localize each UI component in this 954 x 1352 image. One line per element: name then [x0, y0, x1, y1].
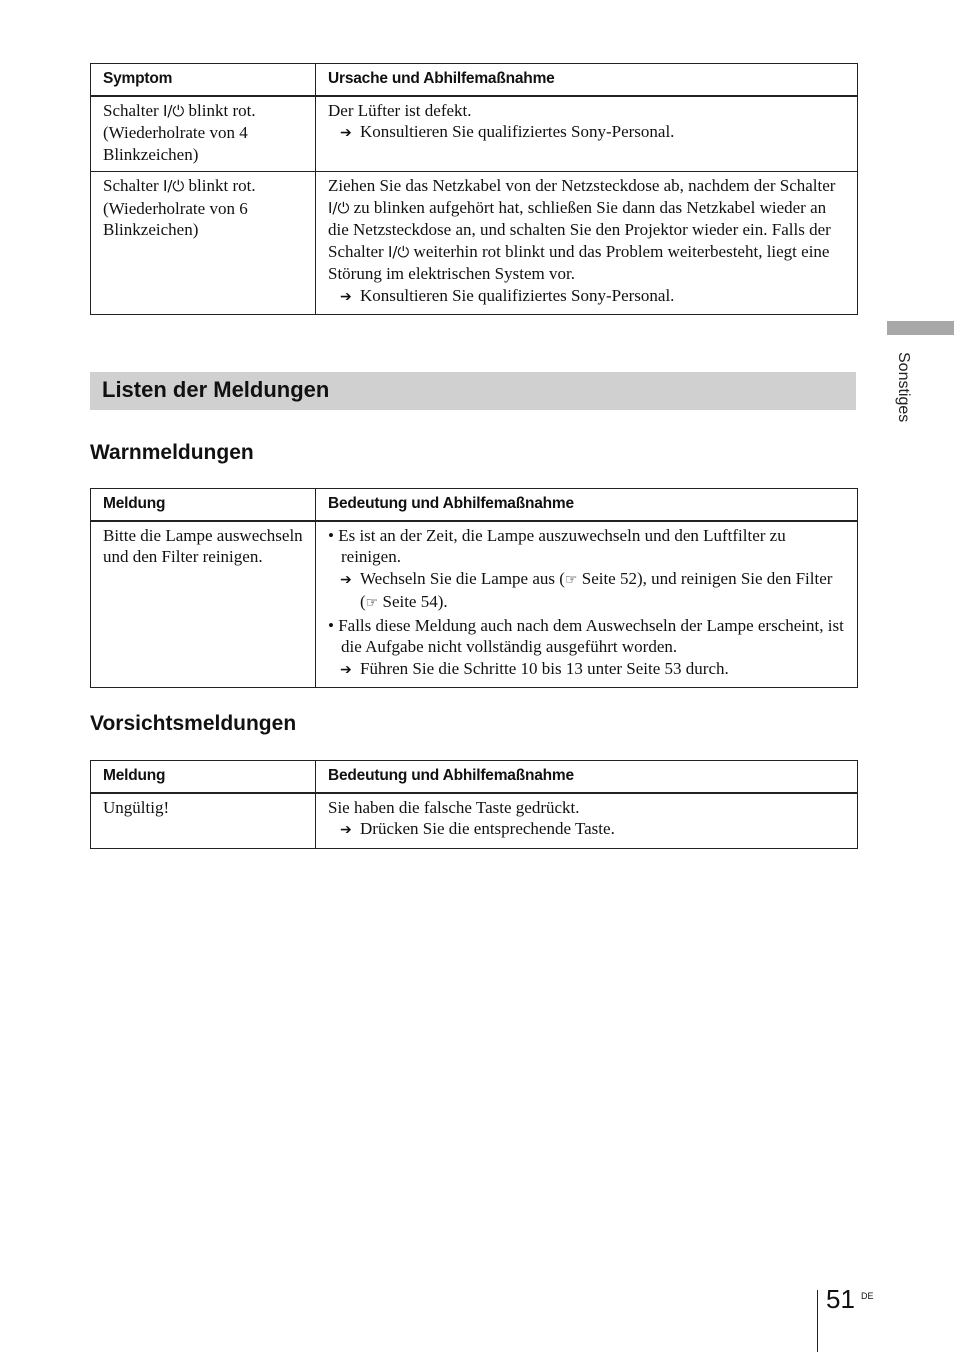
table-row [91, 172, 858, 315]
power-switch-icon: I/⏻ [162, 101, 185, 120]
caution-heading: Vorsichtsmeldungen [90, 712, 297, 735]
section-title: Listen der Meldungen [102, 377, 330, 402]
table-row [91, 521, 858, 688]
table-row [91, 793, 858, 849]
page-number-divider [817, 1290, 818, 1352]
column-header-symptom: Symptom [91, 64, 316, 96]
arrow-right-icon: ➔ [340, 289, 352, 305]
arrow-right-icon: ➔ [340, 823, 352, 838]
message-cell: Ungültig! [91, 793, 316, 849]
meaning-cell: Sie haben die falsche Taste gedrückt. ➔ Drücken Sie die entsprechende Taste. [316, 793, 858, 849]
column-header-meaning: Bedeutung und Abhilfemaßnahme [316, 761, 858, 793]
side-section-label: Sonstiges [895, 352, 912, 423]
power-switch-icon: I/⏻ [162, 177, 185, 195]
arrow-right-icon: ➔ [340, 572, 352, 588]
warning-messages-table [90, 488, 858, 688]
reference-hand-icon: ☞ [564, 571, 578, 588]
meaning-cell: • Es ist an der Zeit, die Lampe auszuwechseln und den Luftfilter zu reinigen. ➔ Wechseln Sie die Lampe aus (☞ Seite 52), und reinigen Sie den Filter (☞ Seite 54). • Falls diese Meldung auch nach dem Auswechseln der Lampe erscheint, ist die Aufgabe nicht vollständig ausgeführt worden. ➔ Führen Sie die Schritte 10 bis 13 unter Seite 53 durch. [316, 521, 858, 688]
power-switch-icon: I/⏻ [387, 242, 410, 261]
column-header-meaning: Bedeutung und Abhilfemaßnahme [316, 489, 858, 521]
arrow-right-icon: ➔ [340, 662, 352, 678]
troubleshooting-table [90, 63, 858, 315]
column-header-message: Meldung [91, 489, 316, 521]
message-cell: Bitte die Lampe auswechseln und den Filter reinigen. [91, 521, 316, 688]
section-header [90, 372, 856, 410]
cause-cell: Ziehen Sie das Netzkabel von der Netzsteckdose ab, nachdem der Schalter I/⏻ zu blinken aufgehört hat, schließen Sie dann das Netzkabel wieder an die Netzsteckdose an, und schalten Sie den Projektor wieder ein. Falls der Schalter I/⏻ weiterhin rot blinkt und das Problem weiterbesteht, liegt eine Störung im elektrischen System vor. ➔ Konsultieren Sie qualifiziertes Sony-Personal. [316, 172, 858, 315]
column-header-cause: Ursache und Abhilfemaßnahme [316, 64, 858, 96]
page-number: 51 [826, 1284, 855, 1314]
cause-cell: Der Lüfter ist defekt. ➔ Konsultieren Sie qualifiziertes Sony-Personal. [316, 96, 858, 172]
caution-messages-table [90, 760, 858, 849]
column-header-message: Meldung [91, 761, 316, 793]
reference-hand-icon: ☞ [365, 595, 379, 611]
arrow-right-icon: ➔ [340, 126, 352, 141]
symptom-cell: Schalter I/⏻ blinkt rot. (Wiederholrate von 6 Blinkzeichen) [91, 172, 316, 315]
power-switch-icon: I/⏻ [328, 198, 350, 217]
symptom-cell: Schalter I/⏻ blinkt rot. (Wiederholrate von 4 Blinkzeichen) [91, 96, 316, 172]
page-language: DE [861, 1291, 874, 1301]
table-row [91, 96, 858, 172]
side-tab-marker [887, 321, 954, 335]
warn-heading: Warnmeldungen [90, 441, 254, 464]
